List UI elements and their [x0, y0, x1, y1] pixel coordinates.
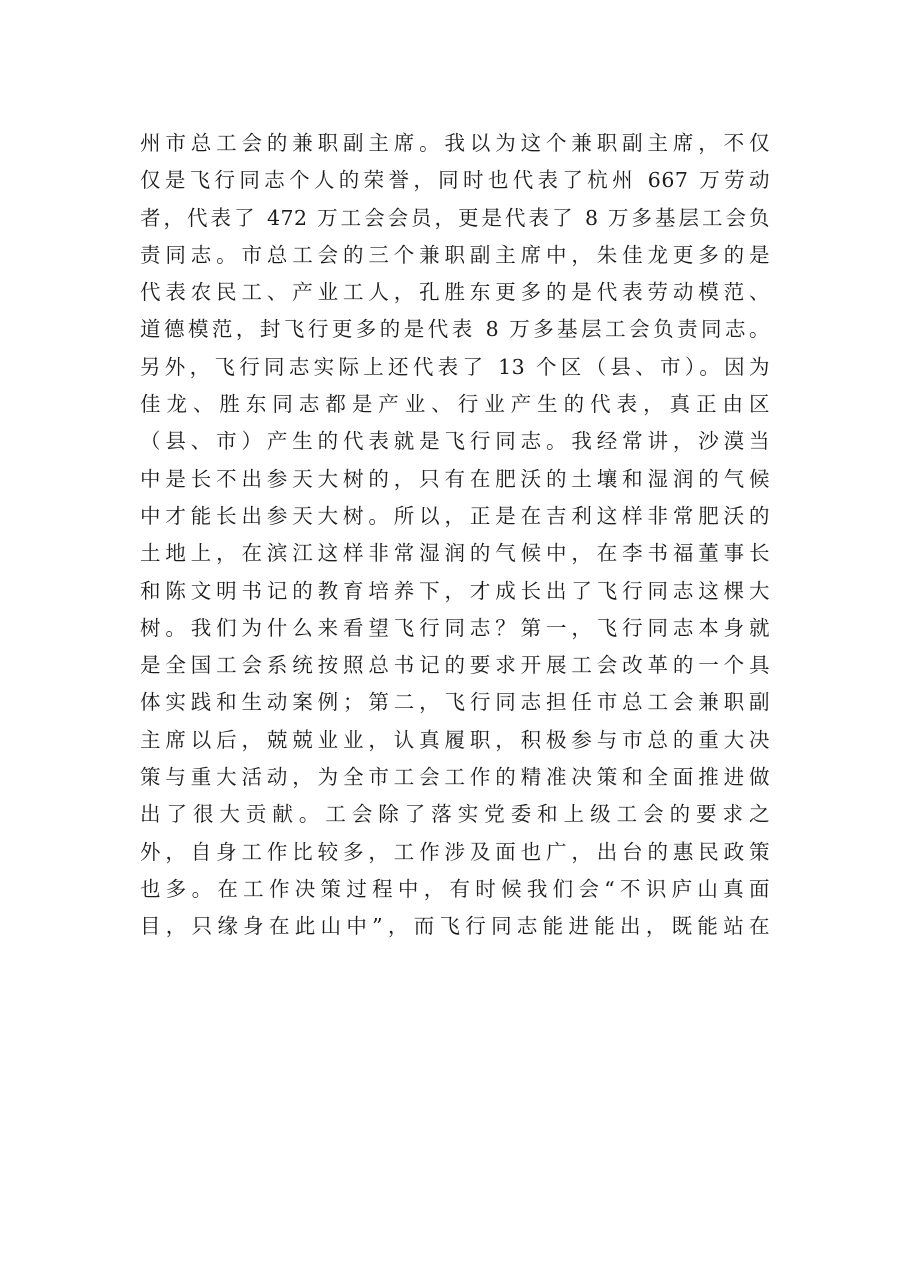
text-line: 代表农民工、产业工人，孔胜东更多的是代表劳动模范、 [140, 280, 770, 305]
text-line: 策与重大活动，为全市工会工作的精准决策和全面推进做 [140, 765, 770, 790]
text-line: 中是长不出参天大树的，只有在肥沃的土壤和湿润的气候 [140, 466, 770, 491]
text-line: 也多。在工作决策过程中，有时候我们会“不识庐山真面 [140, 876, 770, 901]
text-line: 责同志。市总工会的三个兼职副主席中，朱佳龙更多的是 [140, 242, 770, 267]
text-line: 主席以后，兢兢业业，认真履职，积极参与市总的重大决 [140, 727, 770, 752]
text-line: 和陈文明书记的教育培养下，才成长出了飞行同志这棵大 [140, 578, 770, 603]
text-line: 仅是飞行同志个人的荣誉，同时也代表了杭州 667 万劳动 [140, 168, 770, 193]
text-line: 树。我们为什么来看望飞行同志？第一，飞行同志本身就 [140, 615, 770, 640]
text-line: 中才能长出参天大树。所以，正是在吉利这样非常肥沃的 [140, 503, 770, 528]
text-line: 体实践和生动案例；第二，飞行同志担任市总工会兼职副 [140, 690, 770, 715]
text-line: 者，代表了 472 万工会会员，更是代表了 8 万多基层工会负 [140, 205, 770, 230]
text-line: 州市总工会的兼职副主席。我以为这个兼职副主席，不仅 [140, 131, 770, 155]
body-text [140, 125, 770, 946]
text-line: 外，自身工作比较多，工作涉及面也广，出台的惠民政策 [140, 839, 770, 864]
text-line: 道德模范，封飞行更多的是代表 8 万多基层工会负责同志。 [140, 317, 770, 342]
text-line: 另外，飞行同志实际上还代表了 13 个区（县、市）。因为 [140, 354, 770, 379]
text-line: 目，只缘身在此山中”，而飞行同志能进能出，既能站在 [140, 914, 770, 939]
text-line: （县、市）产生的代表就是飞行同志。我经常讲，沙漠当 [140, 429, 770, 454]
text-line: 佳龙、胜东同志都是产业、行业产生的代表，真正由区 [140, 392, 770, 417]
text-line: 土地上，在滨江这样非常湿润的气候中，在李书福董事长 [140, 541, 770, 566]
text-line: 出了很大贡献。工会除了落实党委和上级工会的要求之 [140, 802, 770, 827]
text-line: 是全国工会系统按照总书记的要求开展工会改革的一个具 [140, 653, 770, 678]
